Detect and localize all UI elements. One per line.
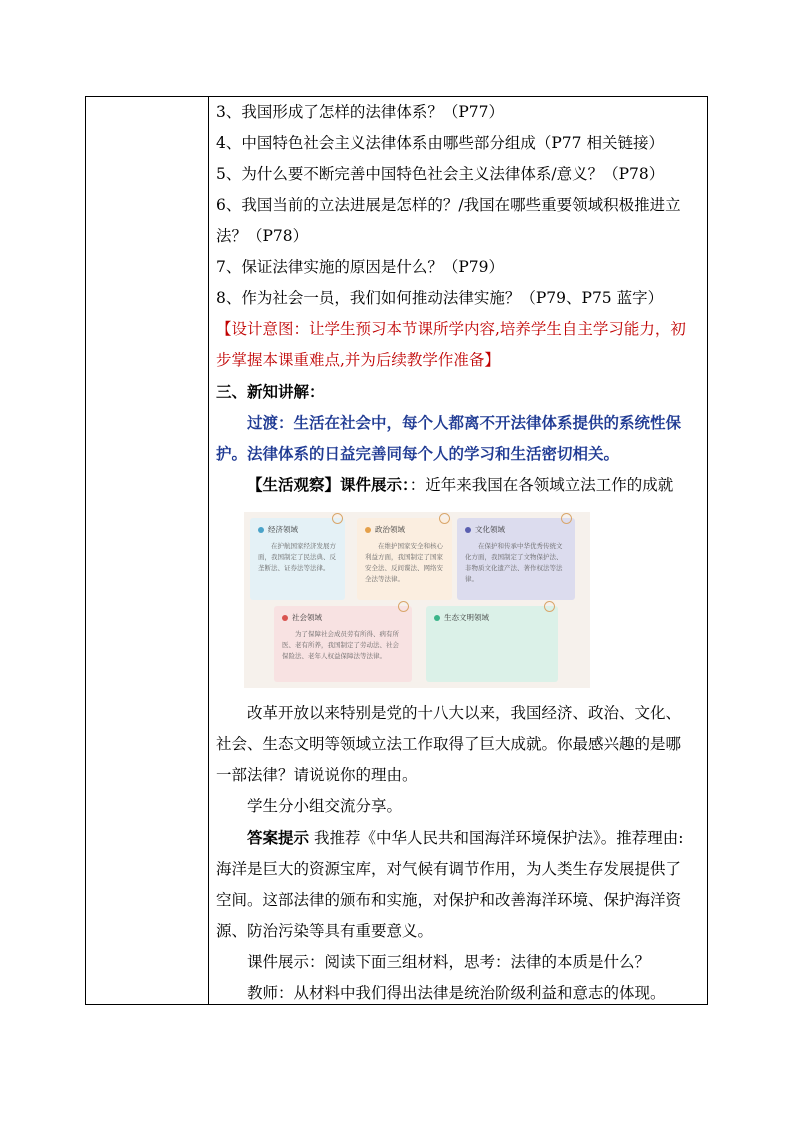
dot-icon [434,615,440,621]
column-divider [208,97,209,1004]
card-culture-body: 在保护和传承中华优秀传统文化方面，我国制定了文物保护法、非物质文化遗产法、著作权法等法律。 [465,542,563,583]
observation-label: 【生活观察】课件展示： [247,475,410,494]
observation-line [216,469,702,501]
question-8: 8、作为社会一员，我们如何推动法律实施？（P79、P75 蓝字） [216,289,664,307]
card-politics-body: 在维护国家安全和核心利益方面，我国制定了国家安全法、反间谍法、网络安全法等法律。 [365,542,443,583]
lesson-content [216,97,702,1009]
card-culture [457,518,575,600]
dot-icon [465,527,471,533]
card-society-title: 社会领域 [282,612,404,623]
dot-icon [365,527,371,533]
paragraph1-line-3: 一部法律？请说说你的理由。 [216,766,418,784]
question-5: 5、为什么要不断完善中国特色社会主义法律体系/意义？（P78） [216,165,665,183]
card-economy-body: 在护航国家经济发展方面，我国制定了民法典、反垄断法、证券法等法律。 [258,542,336,572]
question-7: 7、保证法律实施的原因是什么？（P79） [216,258,505,276]
question-6-cont: 法？（P78） [216,227,309,245]
card-ecology [426,606,558,682]
transition-line-2: 护。法律体系的日益完善同每个人的学习和生活密切相关。 [216,444,620,463]
question-6: 6、我国当前的立法进展是怎样的？/我国在哪些重要领域积极推进立 [216,196,681,214]
paragraph1-line-1: 改革开放以来特别是党的十八大以来，我国经济、政治、文化、 [247,704,682,722]
design-intent-line-2: 步掌握本课重难点,并为后续教学作准备】 [216,351,500,369]
paragraph1-line-2: 社会、生态文明等领域立法工作取得了巨大成就。你最感兴趣的是哪 [216,735,682,753]
legislation-infographic [244,512,590,688]
answer-line-4: 源、防治污染等具有重要意义。 [216,922,434,940]
design-intent-line-1: 【设计意图：让学生预习本节课所学内容,培养学生自主学习能力，初 [216,320,686,338]
section-heading: 三、新知讲解： [216,382,325,401]
teacher-line: 教师：从材料中我们得出法律是统治阶级利益和意志的体现。 [247,984,666,1002]
answer-line-2: 海洋是巨大的资源宝库，对气候有调节作用，为人类生存发展提供了 [216,860,682,878]
courseware-line: 课件展示：阅读下面三组材料，思考：法律的本质是什么？ [247,953,651,971]
card-culture-title: 文化领域 [465,524,567,535]
dot-icon [258,527,264,533]
transition-line-1: 过渡：生活在社会中，每个人都离不开法律体系提供的系统性保 [247,413,682,432]
card-society [274,606,412,682]
question-4: 4、中国特色社会主义法律体系由哪些部分组成（P77 相关链接） [216,134,664,152]
card-politics [357,518,452,600]
observation-text: ：近年来我国在各领域立法工作的成就 [409,476,674,494]
tag-icon [561,513,572,524]
question-3: 3、我国形成了怎样的法律体系？（P77） [216,103,505,121]
card-economy [250,518,345,600]
answer-text-1: 我推荐《中华人民共和国海洋环境保护法》。推荐理由: [309,829,684,847]
answer-line-3: 空间。这部法律的颁布和实施，对保护和改善海洋环境、保护海洋资 [216,891,682,909]
group-share: 学生分小组交流分享。 [247,797,403,815]
tag-icon [439,513,450,524]
card-ecology-title: 生态文明领域 [434,612,550,623]
card-society-body: 为了保障社会成员劳有所得、病有所医、老有所养，我国制定了劳动法、社会保险法、老年人权益保障法等法律。 [282,630,399,660]
tag-icon [544,601,555,612]
answer-label: 答案提示 [247,828,310,847]
answer-line-1 [216,822,702,854]
card-economy-title: 经济领域 [258,524,337,535]
tag-icon [332,513,343,524]
card-politics-title: 政治领域 [365,524,444,535]
lesson-table [85,96,708,1005]
tag-icon [398,601,409,612]
dot-icon [282,615,288,621]
